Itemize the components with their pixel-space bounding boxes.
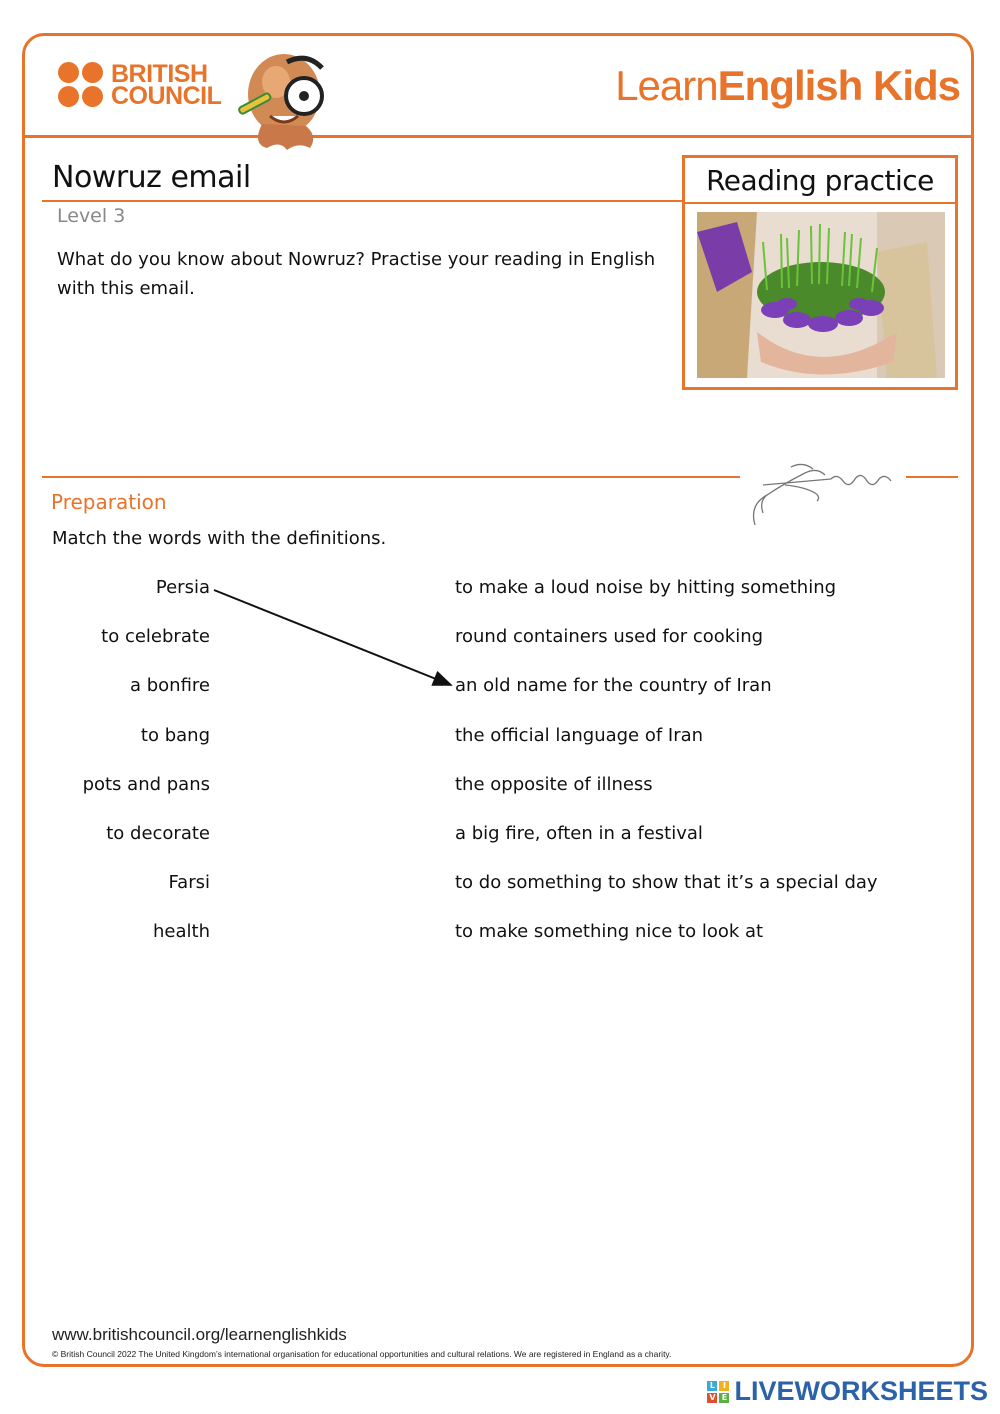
definition-item[interactable]: an old name for the country of Iran: [455, 675, 772, 696]
mascot-icon: [232, 44, 332, 154]
definition-item[interactable]: to do something to show that it’s a special day: [455, 872, 878, 893]
liveworksheets-watermark: [707, 1376, 988, 1407]
nowruz-sabzeh-photo: [697, 212, 945, 378]
word-item[interactable]: health: [153, 921, 210, 942]
definition-item[interactable]: to make something nice to look at: [455, 921, 764, 942]
worksheet-title: Nowruz email: [52, 160, 251, 195]
level-label: Level 3: [57, 205, 126, 227]
definition-item[interactable]: the official language of Iran: [455, 725, 704, 746]
intro-text: What do you know about Nowruz? Practise your reading in English with this email.: [57, 249, 656, 299]
liveworksheets-wordmark: LIVEWORKSHEETS: [734, 1376, 988, 1406]
word-item[interactable]: Farsi: [168, 872, 210, 893]
preparation-divider-right: [906, 476, 958, 478]
british-council-wordmark: BRITISH COUNCIL: [111, 59, 222, 110]
definition-item[interactable]: the opposite of illness: [455, 774, 653, 795]
word-item[interactable]: to decorate: [106, 823, 210, 844]
footer-copyright: © British Council 2022 The United Kingdom’s international organisation for educational opportunities and cultural relations. We are registered in England as a charity.: [52, 1349, 672, 1359]
learnenglish-kids-logo: LearnEnglish Kids: [615, 62, 960, 109]
word-item[interactable]: pots and pans: [82, 774, 210, 795]
liveworksheets-icon: L I V E: [707, 1381, 729, 1403]
title-divider: [42, 200, 682, 202]
preparation-heading: Preparation: [51, 490, 167, 514]
word-item[interactable]: a bonfire: [129, 675, 210, 696]
british-council-dots-icon: [58, 62, 103, 107]
definition-item[interactable]: to make a loud noise by hitting something: [455, 577, 837, 598]
preparation-divider-left: [42, 476, 740, 478]
word-item[interactable]: to celebrate: [101, 626, 210, 647]
word-item[interactable]: Persia: [155, 577, 210, 598]
definition-item[interactable]: round containers used for cooking: [455, 626, 764, 647]
preparation-instruction: Match the words with the definitions.: [52, 528, 387, 549]
british-council-logo: [58, 59, 222, 110]
definition-item[interactable]: a big fire, often in a festival: [455, 823, 703, 844]
reading-practice-box: [682, 155, 958, 390]
header-divider: [25, 135, 971, 138]
word-item[interactable]: to bang: [140, 725, 210, 746]
reading-practice-label: Reading practice: [685, 158, 955, 204]
footer-url[interactable]: www.britishcouncil.org/learnenglishkids: [52, 1325, 347, 1344]
writing-hand-icon: [745, 455, 903, 530]
